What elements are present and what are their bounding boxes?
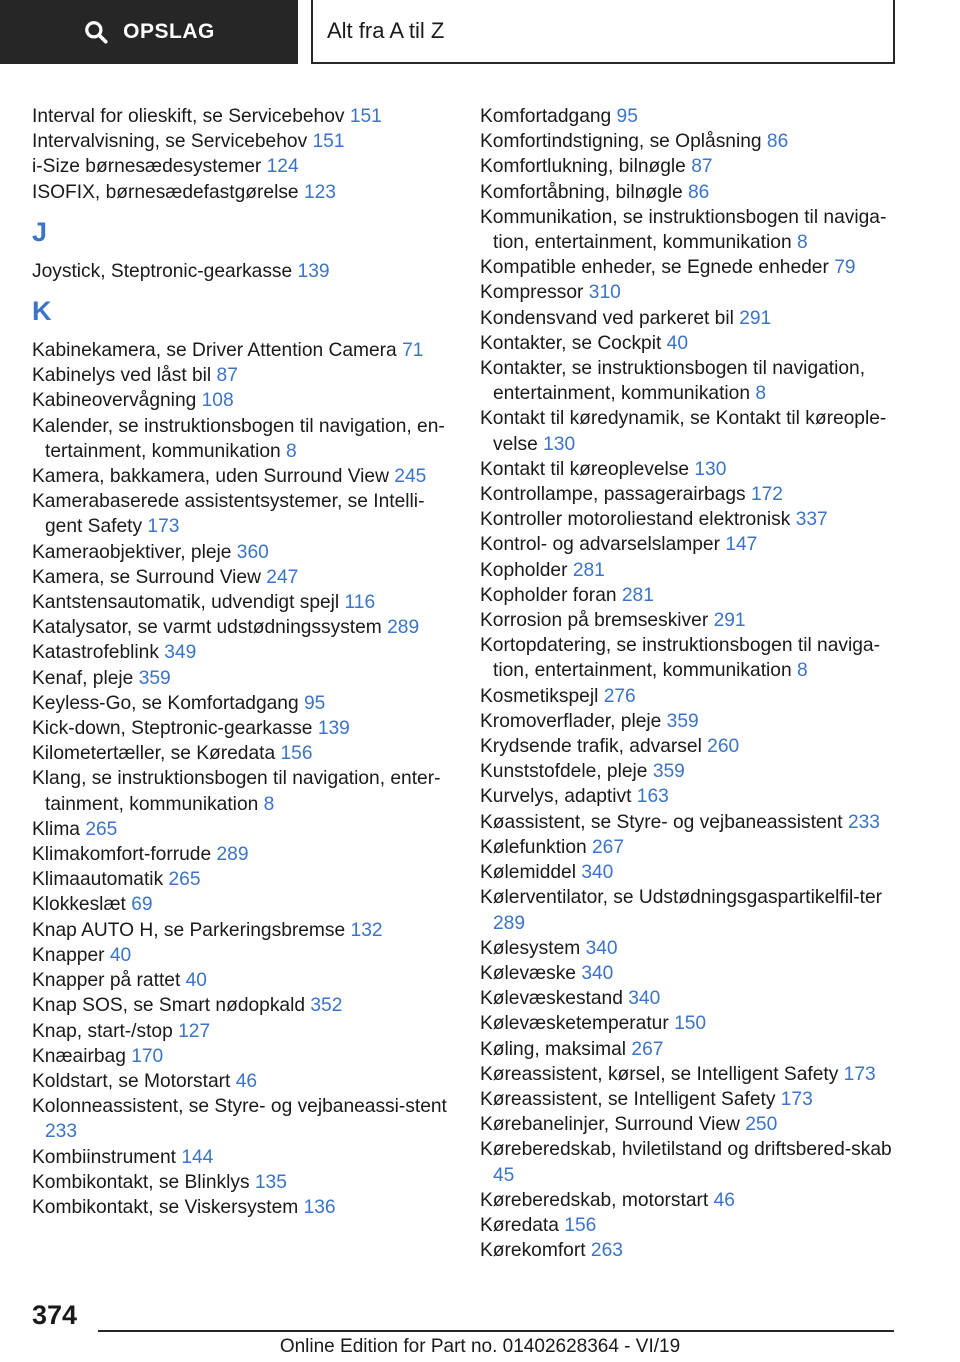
index-entry-page-link[interactable]: 69 <box>131 894 153 916</box>
index-entry[interactable] <box>32 540 452 565</box>
index-entry-text: Knap SOS, se Smart nødopkald <box>32 995 306 1017</box>
index-entry-page-link[interactable]: 263 <box>590 1240 623 1262</box>
index-entry-text: Kabineovervågning <box>32 390 197 412</box>
index-entry[interactable] <box>32 590 452 615</box>
index-entry-page-link[interactable]: 250 <box>745 1114 778 1136</box>
index-entry-page-link[interactable]: 46 <box>713 1189 735 1211</box>
index-entry[interactable] <box>480 331 900 356</box>
index-entry[interactable] <box>32 414 452 464</box>
index-entry-text: Knapper på rattet <box>32 970 181 992</box>
index-entry-page-link[interactable]: 247 <box>266 566 299 588</box>
index-entry-page-link[interactable]: 45 <box>493 1164 515 1186</box>
index-entry-text: Kørebanelinjer, Surround View <box>480 1114 740 1136</box>
index-entry-text: Kick-down, Steptronic-gearkasse <box>32 718 313 740</box>
index-entry[interactable] <box>480 205 900 255</box>
index-entry-page-link[interactable]: 156 <box>280 743 313 765</box>
edition-text: Online Edition for Part no. 01402628364 - VI/19 <box>279 1336 681 1357</box>
index-entry-text: Kamerabaserede assistentsystemer, se Intelli‐gent Safety <box>32 491 425 538</box>
index-entry-page-link[interactable]: 71 <box>402 340 424 362</box>
index-entry-page-link[interactable]: 173 <box>780 1088 813 1110</box>
index-entry-text: Klima <box>32 818 80 840</box>
index-entry[interactable] <box>480 633 900 683</box>
index-entry[interactable] <box>480 936 900 961</box>
index-entry-text: Keyless-Go, se Komfortadgang <box>32 692 299 714</box>
index-entry-page-link[interactable]: 79 <box>834 257 856 279</box>
index-entry-page-link[interactable]: 267 <box>592 836 625 858</box>
index-entry-text: Kondensvand ved parkeret bil <box>480 307 734 329</box>
index-entry[interactable] <box>480 356 900 406</box>
index-entry-page-link[interactable]: 359 <box>666 710 699 732</box>
index-entry-page-link[interactable]: 86 <box>766 131 789 153</box>
index-entry[interactable] <box>32 640 452 665</box>
index-entry-text: Knæairbag <box>32 1045 126 1067</box>
index-entry-page-link[interactable]: 156 <box>564 1214 597 1236</box>
index-entry[interactable] <box>32 388 452 413</box>
index-entry-text: Kopholder <box>480 559 568 581</box>
index-entry-page-link[interactable]: 123 <box>303 181 336 203</box>
index-entry-text: Kombikontakt, se Viskersystem <box>32 1196 299 1218</box>
index-entry-text: Kombikontakt, se Blinklys <box>32 1171 250 1193</box>
index-entry[interactable] <box>32 1145 452 1170</box>
index-entry[interactable] <box>32 918 452 943</box>
index-entry-text: Kamera, se Surround View <box>32 566 261 588</box>
index-entry-text: Kunststofdele, pleje <box>480 761 648 783</box>
index-entry[interactable] <box>480 583 900 608</box>
index-entry[interactable] <box>480 784 900 809</box>
index-entry[interactable] <box>480 1011 900 1036</box>
index-entry-page-link[interactable]: 340 <box>581 862 614 884</box>
index-column-left <box>32 104 452 1220</box>
index-entry[interactable] <box>32 1170 452 1195</box>
index-entry[interactable] <box>480 734 900 759</box>
index-entry[interactable] <box>480 1112 900 1137</box>
index-entry-page-link[interactable]: 151 <box>312 131 345 153</box>
index-entry[interactable] <box>32 565 452 590</box>
index-entry[interactable] <box>480 1037 900 1062</box>
index-entry-page-link[interactable]: 147 <box>725 534 758 556</box>
index-entry-page-link[interactable]: 289 <box>216 844 249 866</box>
index-entry-text: Kølevæsketemperatur <box>480 1013 669 1035</box>
index-entry-page-link[interactable]: 151 <box>349 106 382 127</box>
index-entry-page-link[interactable]: 337 <box>795 509 828 531</box>
index-entry[interactable] <box>480 306 900 331</box>
index-entry-page-link[interactable]: 267 <box>631 1038 664 1060</box>
index-entry-page-link[interactable]: 291 <box>739 307 772 329</box>
index-entry-page-link[interactable]: 260 <box>707 736 740 758</box>
index-entry[interactable] <box>32 363 452 388</box>
index-entry-page-link[interactable]: 233 <box>45 1121 78 1143</box>
index-entry-text: Kantstensautomatik, udvendigt spejl <box>32 592 340 614</box>
index-entry[interactable] <box>32 892 452 917</box>
index-entry[interactable] <box>480 759 900 784</box>
index-entry[interactable] <box>480 507 900 532</box>
index-letter-heading: J <box>32 216 48 247</box>
index-entry-text: Katalysator, se varmt udstødningssystem <box>32 617 382 639</box>
index-entry[interactable] <box>480 154 900 179</box>
index-entry-page-link[interactable]: 127 <box>178 1020 211 1042</box>
index-entry-text: Interval for olieskift, se Servicebehov <box>32 106 345 127</box>
index-entry-page-link[interactable]: 132 <box>350 919 383 941</box>
index-entry-page-link[interactable]: 150 <box>674 1013 707 1035</box>
index-entry[interactable] <box>32 259 452 284</box>
index-entry-page-link[interactable]: 46 <box>235 1070 258 1092</box>
index-entry-text: Katastrofeblink <box>32 642 159 664</box>
index-entry-text: Kølesystem <box>480 937 581 959</box>
index-entry[interactable] <box>480 961 900 986</box>
index-entry[interactable] <box>32 104 452 129</box>
index-entry-page-link[interactable]: 340 <box>581 962 614 984</box>
index-entry-text: Kontakt til køreoplevelse <box>480 458 690 480</box>
index-entry-page-link[interactable]: 173 <box>843 1063 876 1085</box>
index-entry-page-link[interactable]: 349 <box>164 642 197 664</box>
index-entry-text: Klokkeslæt <box>32 894 126 916</box>
index-entry-text: Koldstart, se Motorstart <box>32 1070 231 1092</box>
index-entry[interactable] <box>480 986 900 1011</box>
index-entry-page-link[interactable]: 144 <box>181 1146 214 1168</box>
index-entry-text: Køreberedskab, motorstart <box>480 1189 709 1211</box>
index-entry-page-link[interactable]: 265 <box>168 869 201 891</box>
index-entry-page-link[interactable]: 170 <box>131 1045 164 1067</box>
index-entry-text: Kolonneassistent, se Styre- og vejbaneassi‐stent <box>32 1096 447 1118</box>
index-entry[interactable] <box>32 129 452 154</box>
index-entry-page-link[interactable]: 108 <box>201 390 234 412</box>
page-number: 374 <box>32 1300 78 1330</box>
index-entry-page-link[interactable]: 310 <box>588 282 621 304</box>
index-entry-page-link[interactable]: 265 <box>85 818 118 840</box>
index-entry-text: Kenaf, pleje <box>32 667 134 689</box>
index-entry-page-link[interactable]: 163 <box>636 786 669 808</box>
index-entry-page-link[interactable]: 291 <box>713 610 746 632</box>
index-entry[interactable] <box>32 716 452 741</box>
index-entry-text: Kommunikation, se instruktionsbogen til naviga‐tion, entertainment, kommunikation <box>480 206 887 254</box>
index-entry[interactable] <box>32 741 452 766</box>
index-entry[interactable] <box>480 835 900 860</box>
index-entry-text: Kabinelys ved låst bil <box>32 365 212 387</box>
index-entry[interactable] <box>32 464 452 489</box>
index-entry-page-link[interactable]: 360 <box>236 541 269 563</box>
index-entry[interactable] <box>32 817 452 842</box>
index-entry-page-link[interactable]: 139 <box>317 718 350 740</box>
index-entry[interactable] <box>480 608 900 633</box>
index-entry-text: Knapper <box>32 944 105 966</box>
index-entry-text: Knap, start-/stop <box>32 1020 173 1042</box>
index-entry-page-link[interactable]: 245 <box>394 466 427 488</box>
index-entry-text: ISOFIX, børnesædefastgørelse <box>32 181 299 203</box>
index-entry-text: Kørekomfort <box>480 1240 586 1262</box>
index-entry[interactable] <box>480 684 900 709</box>
index-entry[interactable] <box>480 709 900 734</box>
index-entry[interactable] <box>32 180 452 205</box>
index-entry[interactable] <box>480 1188 900 1213</box>
index-entry-text: Kølemiddel <box>480 862 576 884</box>
index-entry-text: Køreberedskab, hviletilstand og driftsbered‐skab <box>480 1139 892 1161</box>
index-entry-page-link[interactable]: 95 <box>616 106 638 127</box>
index-entry[interactable] <box>480 810 900 835</box>
index-entry-page-link[interactable]: 87 <box>691 156 713 178</box>
index-entry[interactable] <box>480 532 900 557</box>
index-entry-text: Kompatible enheder, se Egnede enheder <box>480 257 829 279</box>
index-entry[interactable] <box>480 482 900 507</box>
index-entry-text: Klang, se instruktionsbogen til navigation, enter‐tainment, kommunikation <box>32 768 441 815</box>
index-entry[interactable] <box>32 1195 452 1220</box>
index-entry[interactable] <box>32 867 452 892</box>
index-entry[interactable] <box>32 1044 452 1069</box>
index-entry-page-link[interactable]: 281 <box>621 584 654 606</box>
index-entry[interactable] <box>32 154 452 179</box>
index-entry-text: Kromoverflader, pleje <box>480 710 662 732</box>
index-entry[interactable] <box>480 180 900 205</box>
footer-edition <box>0 1336 960 1358</box>
index-entry[interactable] <box>32 993 452 1018</box>
index-entry[interactable] <box>32 943 452 968</box>
index-entry-page-link[interactable]: 135 <box>254 1171 287 1193</box>
index-column-right <box>480 104 900 1263</box>
index-entry[interactable] <box>32 489 452 539</box>
index-entry-page-link[interactable]: 40 <box>666 332 688 354</box>
index-entry-text: Kontakt til køredynamik, se Kontakt til køreople‐velse <box>480 408 887 455</box>
index-entry-text: Komfortindstigning, se Oplåsning <box>480 131 762 153</box>
index-entry[interactable] <box>32 1069 452 1094</box>
index-entry-page-link[interactable]: 359 <box>138 667 171 689</box>
index-entry-text: Køassistent, se Styre- og vejbaneassistent <box>480 811 843 833</box>
index-entry-page-link[interactable]: 40 <box>185 970 207 992</box>
index-entry-text: Køreassistent, kørsel, se Intelligent Safety <box>480 1063 839 1085</box>
index-entry[interactable] <box>480 1137 900 1187</box>
index-entry-page-link[interactable]: 233 <box>847 811 880 833</box>
index-entry-page-link[interactable]: 173 <box>147 516 180 538</box>
index-entry-page-link[interactable]: 359 <box>652 761 685 783</box>
index-entry[interactable] <box>32 766 452 816</box>
index-entry-page-link[interactable]: 340 <box>628 988 661 1010</box>
index-entry-page-link[interactable]: 87 <box>216 365 238 387</box>
section-title-tab[interactable] <box>311 0 895 64</box>
index-entry-text: Kontrollampe, passagerairbags <box>480 484 746 506</box>
index-entry[interactable] <box>480 558 900 583</box>
footer-divider <box>98 1330 894 1332</box>
index-entry[interactable] <box>480 129 900 154</box>
index-entry[interactable] <box>480 885 900 935</box>
index-entry[interactable] <box>480 1062 900 1087</box>
index-entry-text: Joystick, Steptronic-gearkasse <box>32 260 293 282</box>
index-entry-page-link[interactable]: 130 <box>694 458 727 480</box>
index-entry-text: Krydsende trafik, advarsel <box>480 736 702 758</box>
index-entry[interactable] <box>480 104 900 129</box>
index-entry-text: Kølerventilator, se Udstødningsgaspartikelfil‐ter <box>480 887 883 909</box>
index-entry[interactable] <box>32 615 452 640</box>
index-entry-text: i-Size børnesædesystemer <box>32 156 262 178</box>
index-entry[interactable] <box>32 691 452 716</box>
index-entry-text: Kameraobjektiver, pleje <box>32 541 232 563</box>
search-icon <box>83 19 109 45</box>
section-title: Alt fra A til Z <box>327 18 445 43</box>
index-entry-page-link[interactable]: 8 <box>286 440 297 462</box>
index-entry-text: Kopholder foran <box>480 584 617 606</box>
index-entry-text: Klimaautomatik <box>32 869 164 891</box>
index-entry-text: Korrosion på bremseskiver <box>480 610 709 632</box>
index-entry-text: Kalender, se instruktionsbogen til navigation, en‐tertainment, kommunikation <box>32 415 445 462</box>
index-entry-text: Kortopdatering, se instruktionsbogen til naviga‐tion, entertainment, kommunikation <box>480 635 880 682</box>
index-entry[interactable] <box>480 255 900 280</box>
index-entry-text: Kontakter, se instruktionsbogen til navigation, entertainment, kommunikation <box>480 358 866 405</box>
index-entry[interactable] <box>32 666 452 691</box>
index-entry-page-link[interactable]: 130 <box>543 433 576 455</box>
index-entry-text: Kompressor <box>480 282 584 304</box>
index-entry-text: Klimakomfort-forrude <box>32 844 212 866</box>
index-letter-heading: K <box>32 296 52 327</box>
index-entry-page-link[interactable]: 40 <box>109 944 132 966</box>
index-entry-text: Kontrol- og advarselslamper <box>480 534 720 556</box>
index-entry[interactable] <box>480 457 900 482</box>
index-entry-page-link[interactable]: 172 <box>750 484 783 506</box>
index-entry-page-link[interactable]: 124 <box>266 156 299 178</box>
index-entry-page-link[interactable]: 276 <box>603 685 636 707</box>
index-entry-page-link[interactable]: 8 <box>755 383 767 405</box>
index-entry[interactable] <box>32 842 452 867</box>
index-entry-text: Kombiinstrument <box>32 1146 176 1168</box>
index-entry-text: Kontakter, se Cockpit <box>480 332 662 354</box>
search-tab[interactable] <box>0 0 298 64</box>
index-entry-text: Knap AUTO H, se Parkeringsbremse <box>32 919 346 941</box>
index-entry-page-link[interactable]: 281 <box>572 559 605 581</box>
index-entry[interactable] <box>32 1094 452 1144</box>
index-entry-page-link[interactable]: 340 <box>585 937 618 959</box>
index-entry[interactable] <box>480 280 900 305</box>
index-entry-text: Intervalvisning, se Servicebehov <box>32 131 308 153</box>
index-entry[interactable] <box>32 1019 452 1044</box>
index-entry[interactable] <box>32 338 452 363</box>
index-entry-text: Kilometertæller, se Køredata <box>32 743 276 765</box>
index-entry-text: Køreassistent, se Intelligent Safety <box>480 1088 776 1110</box>
index-entry-text: Køling, maksimal <box>480 1038 627 1060</box>
index-entry-text: Kontroller motoroliestand elektronisk <box>480 509 791 531</box>
index-entry[interactable] <box>480 1213 900 1238</box>
index-entry-page-link[interactable]: 8 <box>796 660 808 682</box>
index-entry-page-link[interactable]: 289 <box>387 617 420 639</box>
index-entry-text: Kølevæske <box>480 962 576 984</box>
index-entry-page-link[interactable]: 116 <box>344 592 376 614</box>
index-entry-page-link[interactable]: 86 <box>688 181 710 203</box>
index-entry-page-link[interactable]: 139 <box>297 260 330 282</box>
index-entry[interactable] <box>480 1087 900 1112</box>
index-entry[interactable] <box>32 968 452 993</box>
index-entry-text: Komfortlukning, bilnøgle <box>480 156 686 178</box>
index-entry-text: Komfortadgang <box>480 106 612 127</box>
index-entry[interactable] <box>480 1238 900 1263</box>
index-entry-text: Kabinekamera, se Driver Attention Camera <box>32 340 397 362</box>
index-entry-text: Kurvelys, adaptivt <box>480 786 632 808</box>
index-entry-text: Kølevæskestand <box>480 988 623 1010</box>
index-entry-page-link[interactable]: 8 <box>263 793 275 815</box>
search-tab-label: OPSLAG <box>123 20 215 43</box>
index-entry-text: Kosmetikspejl <box>480 685 599 707</box>
index-entry-page-link[interactable]: 95 <box>303 692 326 714</box>
index-entry[interactable] <box>480 406 900 456</box>
index-entry-text: Kølefunktion <box>480 836 587 858</box>
index-entry-page-link[interactable]: 352 <box>310 995 343 1017</box>
index-entry-page-link[interactable]: 8 <box>796 232 808 254</box>
index-entry-page-link[interactable]: 136 <box>303 1196 336 1218</box>
index-entry[interactable] <box>480 860 900 885</box>
index-entry-text: Kamera, bakkamera, uden Surround View <box>32 466 389 488</box>
index-entry-text: Komfortåbning, bilnøgle <box>480 181 683 203</box>
index-entry-page-link[interactable]: 289 <box>493 912 526 934</box>
index-entry-text: Køredata <box>480 1214 559 1236</box>
